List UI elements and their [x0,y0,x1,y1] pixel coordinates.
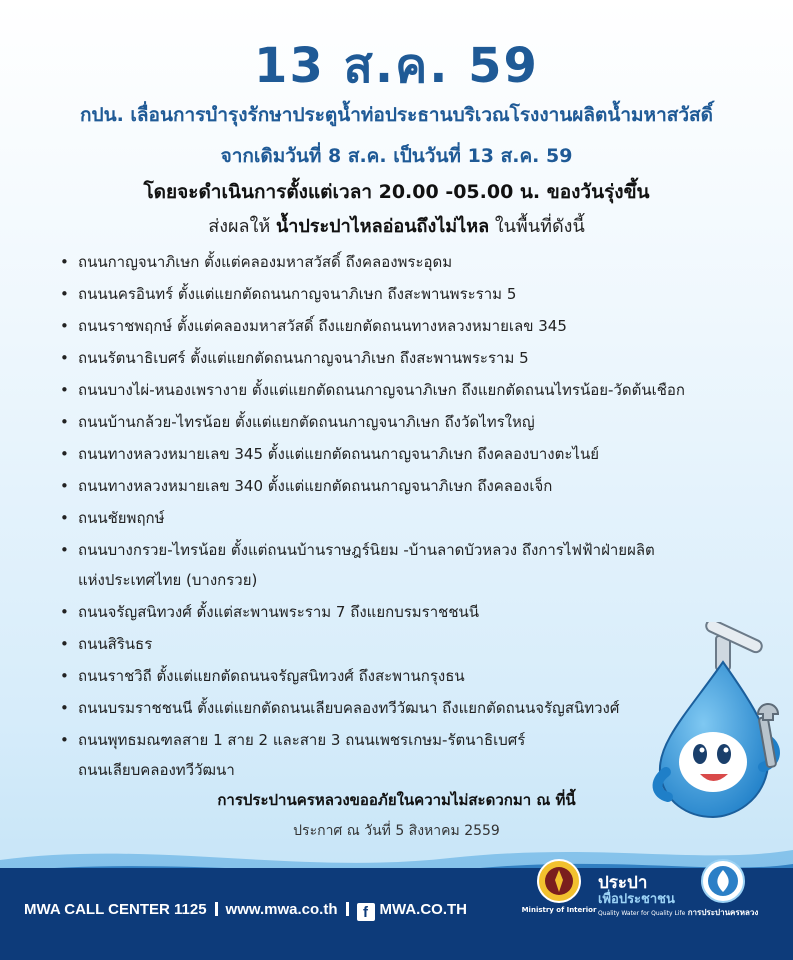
subheading-postponement: กปน. เลื่อนการบำรุงรักษาประตูน้ำท่อประธานบริเวณโรงงานผลิตน้ำมหาสวัสดิ์ [80,104,713,126]
road-item-continuation: แห่งประเทศไทย (บางกรวย) [78,571,258,589]
headline-date: 13 ส.ค. 59 [254,38,539,94]
road-item: • ถนนทางหลวงหมายเลข 340 ตั้งแต่แยกตัดถนนกาญจนาภิเษก ถึงคลองเจ็ก [58,470,758,502]
road-item: • ถนนจรัญสนิทวงศ์ ตั้งแต่สะพานพระราม 7 ถึงแยกบรมราชชนนี [58,596,758,628]
prapa-caption: Quality Water for Quality Life [598,910,686,917]
impact-line [0,211,793,240]
road-item: • ถนนนครอินทร์ ตั้งแต่แยกตัดถนนกาญจนาภิเษก ถึงสะพานพระราม 5 [58,278,758,310]
road-item: • ถนนทางหลวงหมายเลข 345 ตั้งแต่แยกตัดถนนกาญจนาภิเษก ถึงคลองบางตะไนย์ [58,438,758,470]
impact-suffix: ในพื้นที่ดังนี้ [489,216,585,237]
road-item-continuation: ถนนเลียบคลองทวีวัฒนา [78,761,235,779]
road-item: • ถนนบางไผ่-หนองเพรางาย ตั้งแต่แยกตัดถนนกาญจนาภิเษก ถึงแยกตัดถนนไทรน้อย-วัดต้นเชือก [58,374,758,406]
road-item: • ถนนสิรินธร [58,628,758,660]
ministry-of-interior-logo [521,858,597,918]
ministry-caption: Ministry of Interior [521,906,597,914]
prapa-logo [598,873,686,930]
road-item: • ถนนบางกรวย-ไทรน้อย ตั้งแต่ถนนบ้านราษฎร์นิยม -บ้านลาดบัวหลวง ถึงการไฟฟ้าฝ่ายผลิต แห่งประเทศไทย (บางกรวย) [58,534,758,596]
mwa-caption: การประปานครหลวง [687,908,759,917]
subheading-date-change: จากเดิมวันที่ 8 ส.ค. เป็นวันที่ 13 ส.ค. 59 [220,145,573,167]
footer-contact [24,901,467,921]
announcement-date: ประกาศ ณ วันที่ 5 สิงหาคม 2559 [293,823,500,839]
subheading-time: โดยจะดำเนินการตั้งแต่เวลา 20.00 -05.00 น. ของวันรุ่งขึ้น [143,181,650,203]
road-item: • ถนนกาญจนาภิเษก ตั้งแต่คลองมหาสวัสดิ์ ถึงคลองพระอุดม [58,246,758,278]
ministry-seal-icon [536,858,582,904]
prapa-logo-text: ประปา [598,873,648,893]
road-item: • ถนนชัยพฤกษ์ [58,502,758,534]
road-item: • ถนนบรมราชชนนี ตั้งแต่แยกตัดถนนเลียบคลองทวีวัฒนา ถึงแยกตัดถนนจรัญสนิทวงศ์ [58,692,758,724]
divider [346,902,349,916]
road-item: • ถนนบ้านกล้วย-ไทรน้อย ตั้งแต่แยกตัดถนนกาญจนาภิเษก ถึงวัดไทรใหญ่ [58,406,758,438]
call-center-text: MWA CALL CENTER 1125 [24,901,207,918]
road-item: • ถนนรัตนาธิเบศร์ ตั้งแต่แยกตัดถนนกาญจนาภิเษก ถึงสะพานพระราม 5 [58,342,758,374]
road-item: • ถนนราชพฤกษ์ ตั้งแต่คลองมหาสวัสดิ์ ถึงแยกตัดถนนทางหลวงหมายเลข 345 [58,310,758,342]
prapa-logo-subtext: เพื่อประชาชน [598,892,675,907]
website-link[interactable]: www.mwa.co.th [225,901,338,918]
impact-highlight: น้ำประปาไหลอ่อนถึงไม่ไหล [275,216,490,237]
mwa-seal-icon [700,858,746,904]
divider [215,902,218,916]
impact-prefix: ส่งผลให้ [208,216,276,237]
facebook-link[interactable]: MWA.CO.TH [379,901,468,918]
apology-message: การประปานครหลวงขออภัยในความไม่สะดวกมา ณ ที่นี้ [217,791,576,809]
mwa-logo [687,858,759,918]
road-item: • ถนนราชวิถี ตั้งแต่แยกตัดถนนจรัญสนิทวงศ์ ถึงสะพานกรุงธน [58,660,758,692]
road-item: • ถนนพุทธมณฑลสาย 1 สาย 2 และสาย 3 ถนนเพชรเกษม-รัตนาธิเบศร์ ถนนเลียบคลองทวีวัฒนา [58,724,758,786]
facebook-icon: f [357,903,375,921]
